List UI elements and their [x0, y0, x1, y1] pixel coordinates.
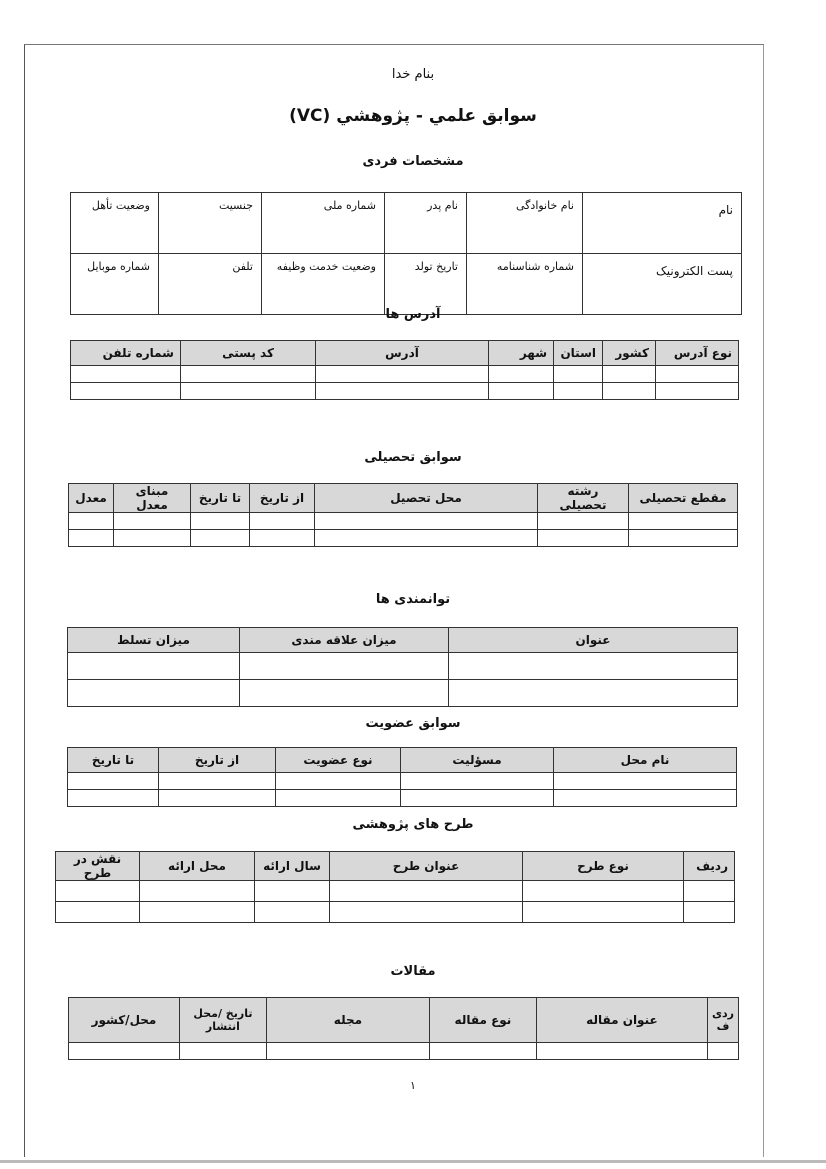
field-last-name: نام خانوادگی	[467, 193, 583, 254]
field-phone: تلفن	[159, 254, 262, 315]
col-place-name: نام محل	[554, 748, 737, 773]
col-postal-code: کد پستی	[181, 341, 316, 366]
personal-info-table	[70, 192, 742, 315]
field-father-name: نام پدر	[385, 193, 467, 254]
projects-table	[55, 851, 735, 923]
table-row	[69, 530, 738, 547]
table-row	[71, 383, 739, 400]
table-header-row	[68, 628, 738, 653]
col-from-date: از تاریخ	[159, 748, 276, 773]
table-row	[68, 790, 737, 807]
table-row	[69, 513, 738, 530]
articles-section-title: مقالات	[390, 964, 436, 979]
col-to-date: تا تاریخ	[191, 484, 250, 513]
col-skill-title: عنوان	[449, 628, 738, 653]
col-degree: مقطع تحصیلی	[629, 484, 738, 513]
table-row	[71, 366, 739, 383]
table-header-row	[69, 484, 738, 513]
field-first-name: نام	[583, 193, 742, 254]
table-row	[56, 881, 735, 902]
col-presentation-year: سال ارائه	[255, 852, 330, 881]
field-birth-cert-number: شماره شناسنامه	[467, 254, 583, 315]
col-field: رشته تحصیلی	[538, 484, 629, 513]
field-gender: جنسیت	[159, 193, 262, 254]
personal-section-title: مشخصات فردی	[362, 154, 464, 169]
field-mobile: شماره موبایل	[71, 254, 159, 315]
col-province: استان	[554, 341, 603, 366]
col-publish-date-place: تاریخ /محل انتشار	[179, 998, 266, 1043]
skills-table	[67, 627, 738, 707]
col-to-date: تا تاریخ	[68, 748, 159, 773]
table-row	[68, 653, 738, 680]
projects-section-title: طرح های پژوهشی	[352, 817, 474, 832]
table-header-row	[56, 852, 735, 881]
col-row-number: ردیف	[684, 852, 735, 881]
col-article-type: نوع مقاله	[429, 998, 536, 1043]
col-role: نقش در طرح	[56, 852, 140, 881]
col-gpa-scale: مبنای معدل	[114, 484, 191, 513]
page-title: سوابق علمي - پژوهشي (VC)	[289, 106, 537, 126]
col-project-title: عنوان طرح	[330, 852, 523, 881]
table-header-row	[71, 341, 739, 366]
col-gpa: معدل	[69, 484, 114, 513]
field-military-status: وضعیت خدمت وظیفه	[262, 254, 385, 315]
table-header-row	[68, 748, 737, 773]
field-email: پست الکترونیک	[583, 254, 742, 315]
education-table	[68, 483, 738, 547]
skills-section-title: توانمندی ها	[375, 592, 451, 607]
addresses-table	[70, 340, 739, 400]
field-birth-date: تاریخ تولد	[385, 254, 467, 315]
col-responsibility: مسؤلیت	[401, 748, 554, 773]
addresses-section-title: آدرس ها	[385, 307, 441, 322]
table-header-row	[69, 998, 739, 1043]
table-row	[68, 680, 738, 707]
col-address: آدرس	[316, 341, 489, 366]
field-marital-status: وضعیت تأهل	[71, 193, 159, 254]
col-presentation-place: محل ارائه	[140, 852, 255, 881]
education-section-title: سوابق تحصیلی	[364, 450, 462, 465]
col-proficiency: میزان تسلط	[68, 628, 240, 653]
table-row	[68, 773, 737, 790]
col-from-date: از تاریخ	[250, 484, 315, 513]
field-national-id: شماره ملی	[262, 193, 385, 254]
col-journal: مجله	[266, 998, 429, 1043]
articles-table	[68, 997, 739, 1060]
membership-section-title: سوابق عضویت	[365, 716, 461, 731]
col-membership-type: نوع عضویت	[276, 748, 401, 773]
membership-table	[67, 747, 737, 807]
scan-edge	[0, 1160, 826, 1163]
page-number: ۱	[410, 1079, 416, 1092]
col-project-type: نوع طرح	[523, 852, 684, 881]
col-phone-number: شماره تلفن	[71, 341, 181, 366]
col-city: شهر	[489, 341, 554, 366]
col-institution: محل تحصیل	[315, 484, 538, 513]
col-row-number: ردی ف	[707, 998, 738, 1043]
table-row	[69, 1043, 739, 1060]
col-place-country: محل/کشور	[69, 998, 180, 1043]
col-article-title: عنوان مقاله	[536, 998, 707, 1043]
col-interest-level: میزان علاقه مندی	[240, 628, 449, 653]
table-row	[56, 902, 735, 923]
basmala: بنام خدا	[391, 67, 435, 82]
col-address-type: نوع آدرس	[656, 341, 739, 366]
col-country: کشور	[603, 341, 656, 366]
